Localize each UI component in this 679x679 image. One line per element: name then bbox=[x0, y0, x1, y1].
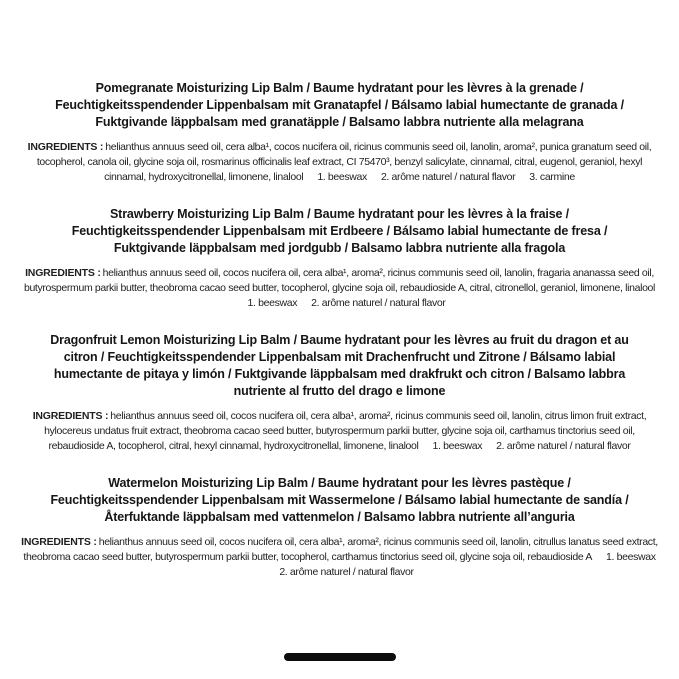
ingredients-paragraph-dragonfruit-lemon bbox=[20, 409, 660, 454]
footnote-beeswax: 1. beeswax bbox=[432, 440, 483, 452]
home-indicator-bar bbox=[284, 653, 396, 661]
product-title-dragonfruit-lemon: Dragonfruit Lemon Moisturizing Lip Balm / Baume hydratant pour les lèvres au fruit du dragon et au citron / Feuchtigkeitsspendender Lippenbalsam mit Drachenfrucht und Zitrone / Bálsamo labial humectante de pitaya y limón / Fuktgivande läppbalsam med drakfrukt och citron / Balsamo labbra nutriente al frutto del drago e limone bbox=[50, 333, 629, 398]
footnote-natural-flavor: 2. arôme naturel / natural flavor bbox=[380, 171, 516, 183]
product-block-dragonfruit-lemon bbox=[0, 332, 679, 454]
ingredients-label: INGREDIENTS : bbox=[21, 536, 97, 548]
footnote-beeswax: 1. beeswax bbox=[606, 551, 656, 563]
footnote-carmine: 3. carmine bbox=[529, 171, 575, 183]
footnote-natural-flavor: 2. arôme naturel / natural flavor bbox=[496, 440, 631, 452]
product-title-strawberry: Strawberry Moisturizing Lip Balm / Baume hydratant pour les lèvres à la fraise / Feuchtigkeitsspendender Lippenbalsam mit Erdbeere / Bálsamo labial humectante de fresa / Fuktgivande läppbalsam med jordgubb / Balsamo labbra nutriente alla fragola bbox=[71, 207, 608, 255]
ingredients-paragraph-strawberry bbox=[20, 266, 660, 311]
ingredients-list: helianthus annuus seed oil, cocos nucifera oil, cera alba¹, aroma², ricinus communis seed oil, lanolin, citrullus lanatus seed extract, theobroma cacao seed butter, butyrospermum parkii butter, tocopherol, carthamus tinctorius seed oil, glycine soja oil, rebaudioside A bbox=[23, 536, 658, 563]
ingredients-paragraph-pomegranate bbox=[20, 140, 660, 185]
footnote-beeswax: 1. beeswax bbox=[247, 297, 298, 309]
product-block-watermelon bbox=[0, 475, 679, 580]
ingredients-list: helianthus annuus seed oil, cera alba¹, cocos nucifera oil, ricinus communis seed oil, lanolin, aroma², punica granatum seed oil, tocopherol, canola oil, glycine soja oil, rosmarinus officinalis leaf extract, CI 75470³, benzyl salicylate, cinnamal, citral, eugenol, geraniol, hexyl cinnamal, hydroxycitronellal, limonene, linalool bbox=[36, 141, 652, 183]
ingredients-list: helianthus annuus seed oil, cocos nucifera oil, cera alba¹, aroma², ricinus communis seed oil, lanolin, fragaria ananassa seed oil, butyrospermum parkii butter, theobroma cacao seed butter, tocopherol, glycine soja oil, rebaudioside A, citral, citronellol, geraniol, limonene, linalool bbox=[23, 267, 656, 294]
footnote-natural-flavor: 2. arôme naturel / natural flavor bbox=[311, 297, 446, 309]
ingredients-label: INGREDIENTS : bbox=[25, 267, 101, 279]
ingredients-label: INGREDIENTS : bbox=[32, 410, 109, 422]
product-title-pomegranate: Pomegranate Moisturizing Lip Balm / Baume hydratant pour les lèvres à la grenade / Feuchtigkeitsspendender Lippenbalsam mit Granatapfel / Bálsamo labial humectante de granada / Fuktgivande läppbalsam med granatäpple / Balsamo labbra nutriente alla melagrana bbox=[55, 81, 624, 129]
footnote-natural-flavor: 2. arôme naturel / natural flavor bbox=[279, 566, 414, 578]
ingredients-paragraph-watermelon bbox=[20, 535, 660, 580]
ingredients-list: helianthus annuus seed oil, cocos nucifera oil, cera alba¹, aroma², ricinus communis seed oil, lanolin, citrus limon fruit extract, hylocereus undatus fruit extract, theobroma cacao seed butter, butyrospermum parkii butter, glycine soja oil, carthamus tinctorius seed oil, rebaudioside A, tocopherol, citral, hexyl cinnamal, hydroxycitronellal, limonene, linalool bbox=[44, 410, 647, 452]
ingredients-label: INGREDIENTS : bbox=[27, 141, 104, 153]
product-block-strawberry bbox=[0, 206, 679, 311]
footnote-beeswax: 1. beeswax bbox=[317, 171, 367, 183]
product-title-watermelon: Watermelon Moisturizing Lip Balm / Baume hydratant pour les lèvres pastèque / Feuchtigkeitsspendender Lippenbalsam mit Wassermelone / Bálsamo labial humectante de sandía / Återfuktande läppbalsam med vattenmelon / Balsamo labbra nutriente all’anguria bbox=[50, 476, 629, 524]
product-block-pomegranate bbox=[0, 80, 679, 185]
